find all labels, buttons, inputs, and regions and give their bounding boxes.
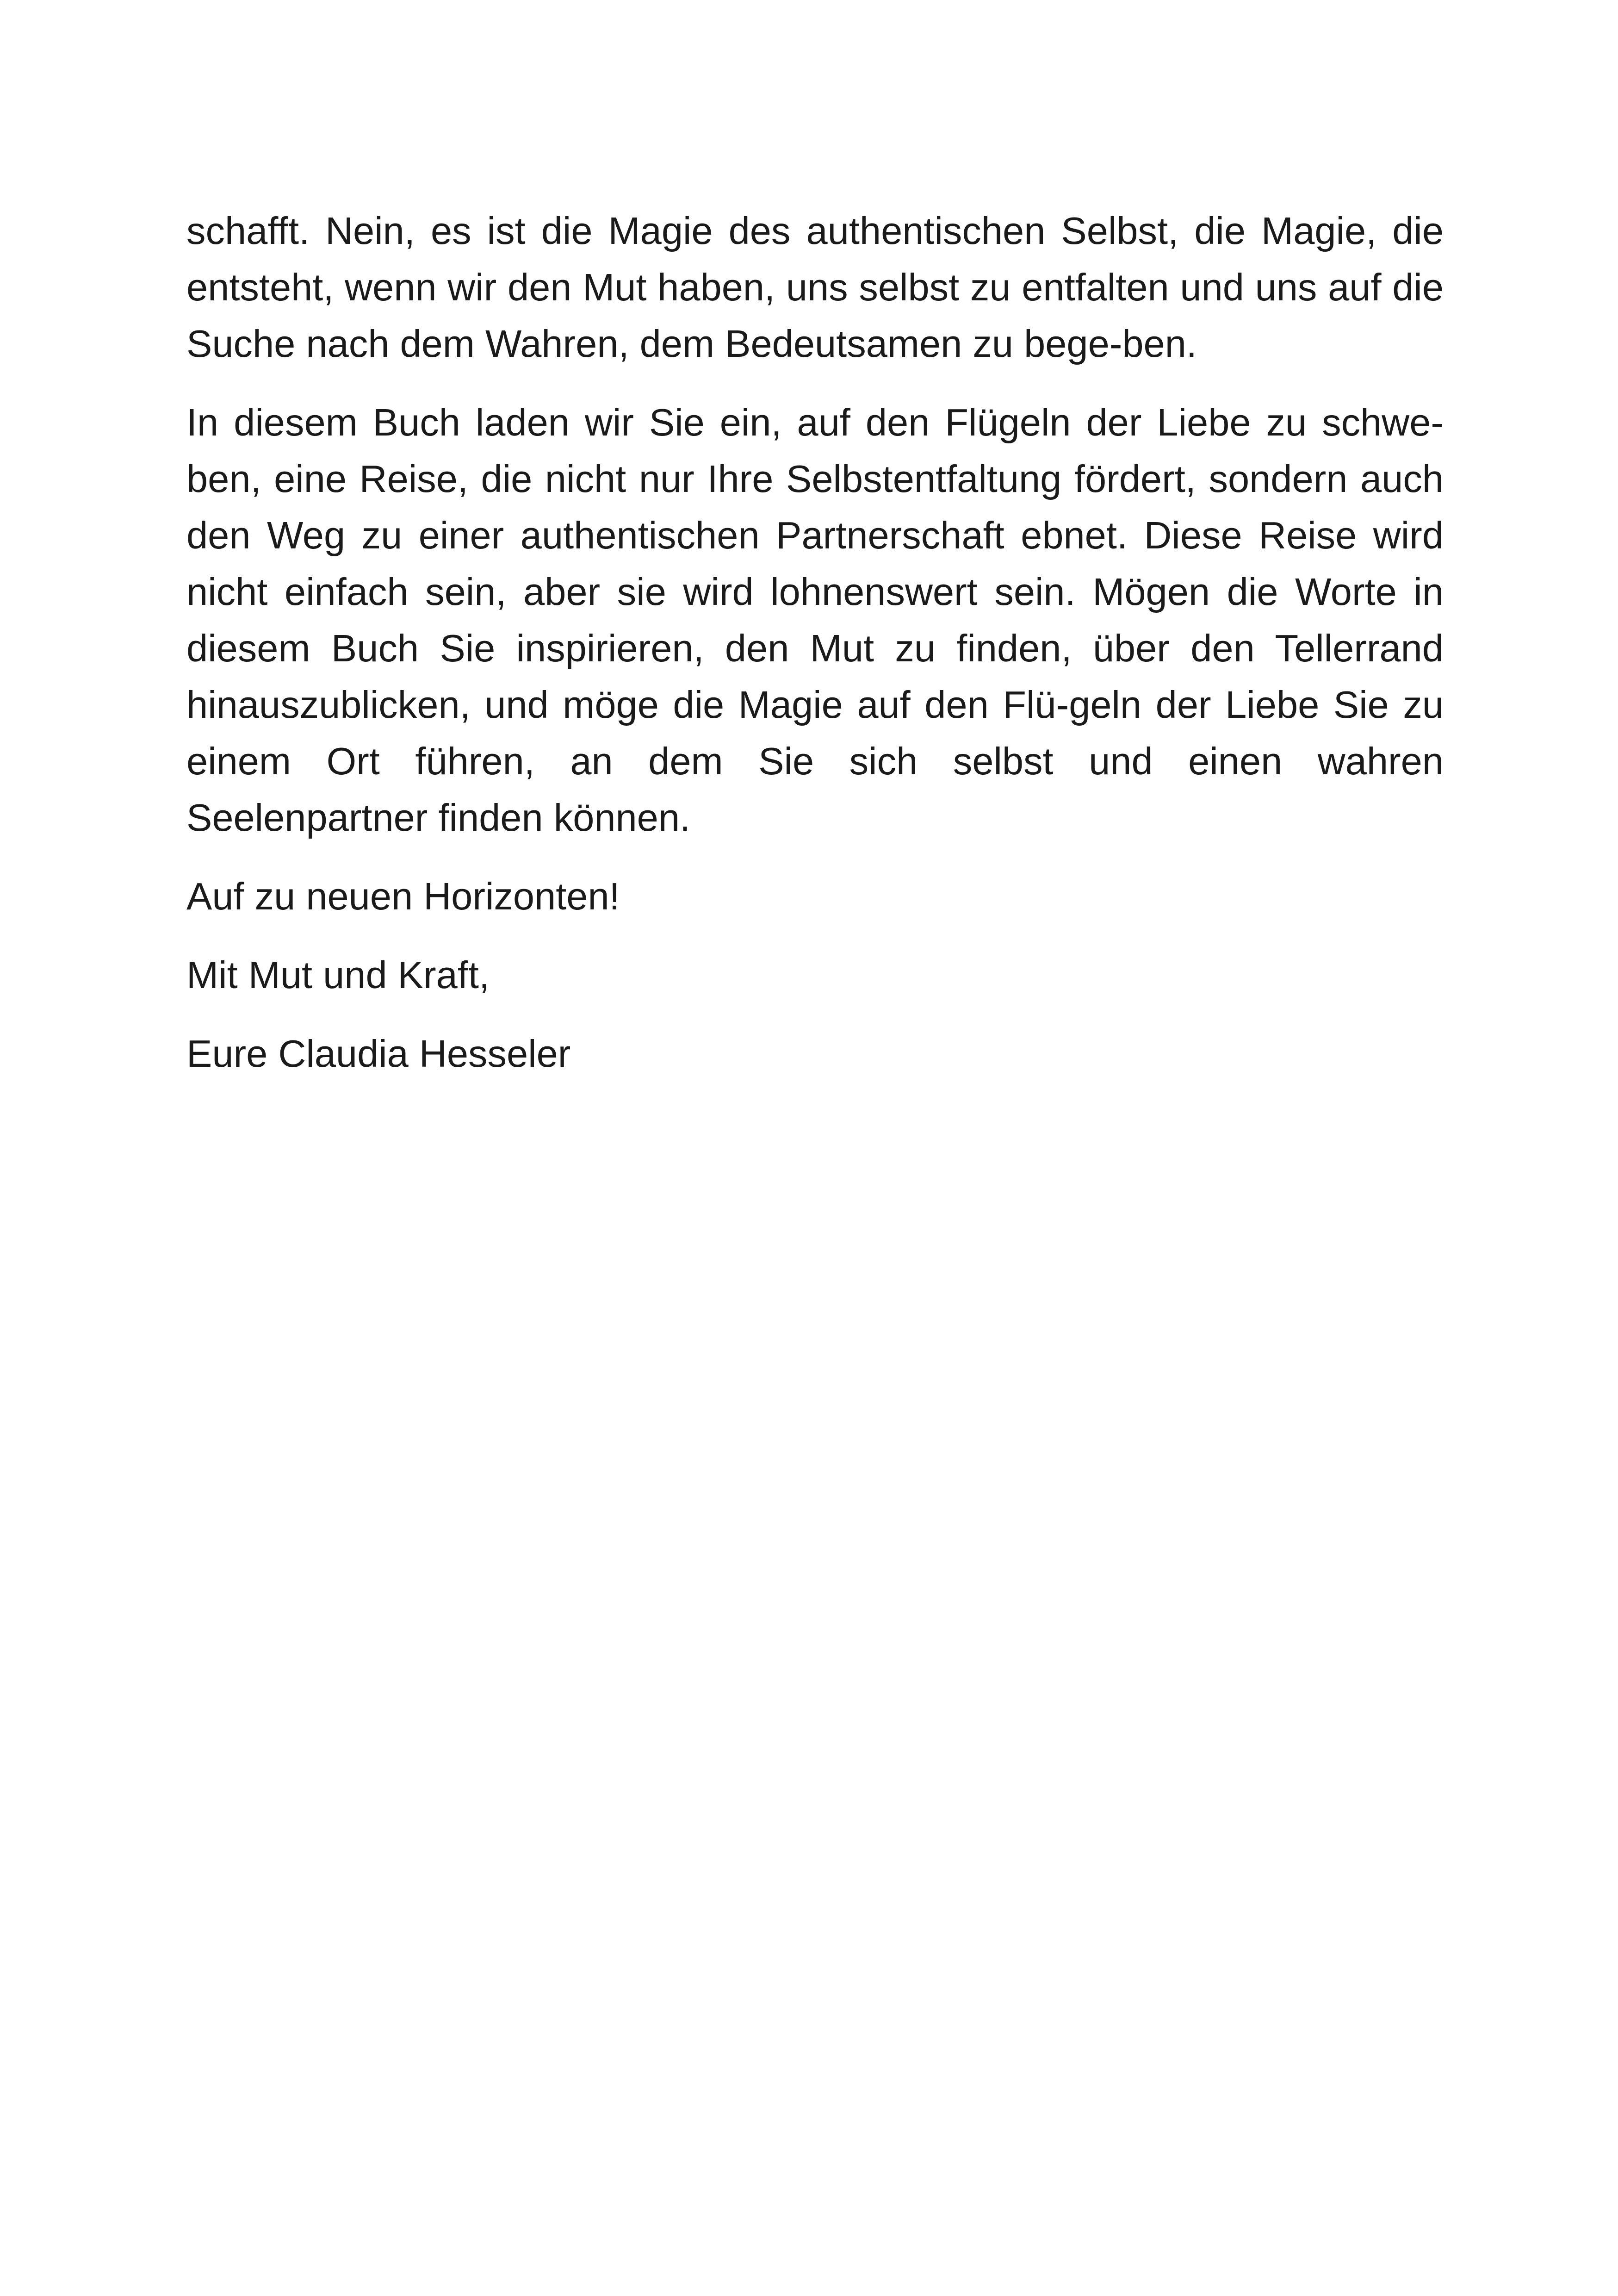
sign-off-greeting: Mit Mut und Kraft, — [186, 953, 490, 996]
document-body — [186, 203, 1444, 1104]
closing-line-horizons: Auf zu neuen Horizonten! — [186, 875, 620, 918]
paragraph-book-invitation: In diesem Buch laden wir Sie ein, auf den Flügeln der Liebe zu schwe-ben, eine Reise, die nicht nur Ihre Selbstentfaltung fördert, sondern auch den Weg zu einer authentischen Partnerschaft ebnet. Diese Reise wird nicht einfach sein, aber sie wird lohnenswert sein. Mögen die Worte in diesem Buch Sie inspirieren, den Mut zu finden, über den Tellerrand hinauszublicken, und möge die Magie auf den Flü-geln der Liebe Sie zu einem Ort führen, an dem Sie sich selbst und einen wahren Seelenpartner finden können. — [186, 401, 1444, 839]
paragraph-magic-authentic-self: schafft. Nein, es ist die Magie des authentischen Selbst, die Magie, die entsteht, wenn wir den Mut haben, uns selbst zu entfalten und uns auf die Suche nach dem Wahren, dem Bedeutsamen zu bege-ben. — [186, 209, 1444, 365]
author-signature: Eure Claudia Hesseler — [186, 1032, 571, 1075]
